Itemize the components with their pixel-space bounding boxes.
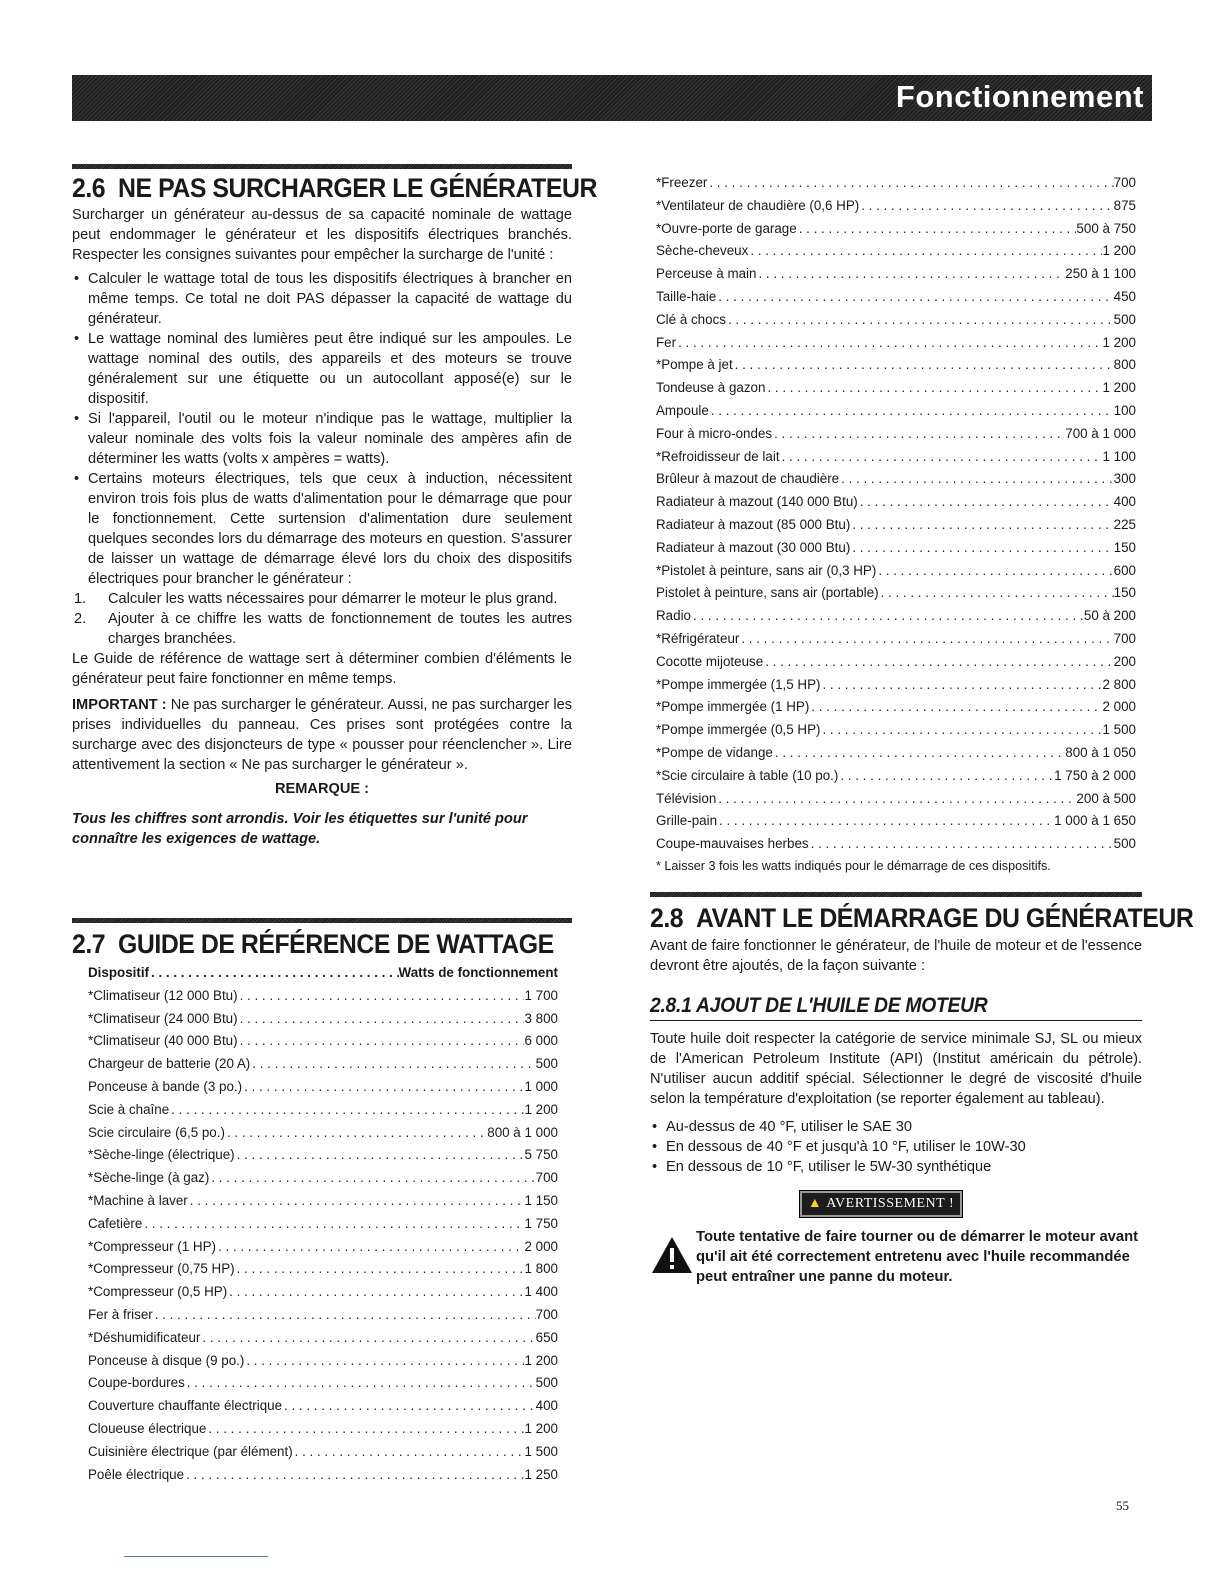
leader-dots xyxy=(739,628,1113,651)
device-name: *Compresseur (0,75 HP) xyxy=(88,1261,235,1277)
table-header xyxy=(88,962,558,985)
table-row xyxy=(656,263,1136,286)
leader-dots xyxy=(216,1236,524,1259)
device-name: Radio xyxy=(656,608,691,624)
device-name: Pistolet à peinture, sans air (portable) xyxy=(656,585,879,601)
leader-dots xyxy=(716,286,1113,309)
device-name: Télévision xyxy=(656,790,717,806)
watts-value: 1 800 xyxy=(524,1261,558,1277)
table-row xyxy=(88,1464,558,1487)
list-item: • Le wattage nominal des lumières peut être indiqué sur les ampoules. Le wattage nominal des outils, des appareils et des moteurs se trouve généralement sur une étiquette ou un autocollant apposé(e) sur le dispositif. xyxy=(72,329,572,409)
leader-dots xyxy=(876,560,1113,583)
section-heading xyxy=(72,173,597,204)
section-title: NE PAS SURCHARGER LE GÉNÉRATEUR xyxy=(118,173,597,203)
watts-value: 400 xyxy=(535,1398,558,1414)
leader-dots xyxy=(850,514,1113,537)
watts-value: 700 xyxy=(1113,630,1136,646)
page-number: 55 xyxy=(1116,1498,1129,1513)
watts-value: 500 xyxy=(535,1056,558,1072)
watts-value: 1 200 xyxy=(524,1352,558,1368)
list-item: • En dessous de 40 °F et jusqu'à 10 °F, utiliser le 10W-30 xyxy=(650,1137,1142,1157)
subsection-title: 2.8.1 AJOUT DE L'HUILE DE MOTEUR xyxy=(650,994,988,1017)
device-name: *Climatiseur (24 000 Btu) xyxy=(88,1010,238,1026)
table-row xyxy=(88,1076,558,1099)
device-name: *Déshumidificateur xyxy=(88,1329,201,1345)
leader-dots xyxy=(716,788,1076,811)
table-row xyxy=(88,1372,558,1395)
table-row xyxy=(656,605,1136,628)
watts-value: 1 200 xyxy=(1102,334,1136,350)
warning-badge xyxy=(800,1191,962,1217)
watts-value: 1 750 à 2 000 xyxy=(1054,767,1136,783)
leader-dots xyxy=(839,468,1114,491)
leader-dots xyxy=(242,1076,524,1099)
watts-value: 2 000 xyxy=(1102,699,1136,715)
table-row xyxy=(656,195,1136,218)
device-name: Couverture chauffante électrique xyxy=(88,1398,283,1414)
important-paragraph xyxy=(72,695,572,775)
device-name: Fer xyxy=(656,334,677,350)
watts-value: 150 xyxy=(1113,585,1136,601)
step-text: Calculer les watts nécessaires pour démarrer le moteur le plus grand. xyxy=(108,591,558,607)
table-row xyxy=(656,309,1136,332)
footnote: * Laisser 3 fois les watts indiqués pour le démarrage de ces dispositifs. xyxy=(656,859,1051,873)
leader-dots xyxy=(726,309,1114,332)
step-number: 1. xyxy=(74,591,87,607)
watts-value: 500 xyxy=(1113,836,1136,852)
watts-value: 1 200 xyxy=(524,1101,558,1117)
leader-dots xyxy=(858,491,1114,514)
watts-value: 1 500 xyxy=(1102,722,1136,738)
table-row xyxy=(88,1350,558,1373)
leader-dots xyxy=(676,332,1102,355)
step-number: 2. xyxy=(74,611,87,627)
watts-value: 150 xyxy=(1113,539,1136,555)
header-device: Dispositif xyxy=(88,965,150,980)
table-row xyxy=(88,1008,558,1031)
wattage-table-left xyxy=(88,962,558,1486)
leader-dots xyxy=(235,1144,525,1167)
section-number: 2.7 xyxy=(72,929,106,959)
header-banner xyxy=(72,75,1152,121)
device-name: Fer à friser xyxy=(88,1306,153,1322)
watts-value: 1 400 xyxy=(524,1284,558,1300)
device-name: *Pompe immergée (1 HP) xyxy=(656,699,810,715)
watts-value: 1 000 xyxy=(524,1078,558,1094)
watts-value: 1 250 xyxy=(524,1466,558,1482)
section-heading xyxy=(650,903,1194,934)
step-text: Ajouter à ce chiffre les watts de fonctionnement de toutes les autres charges branchées. xyxy=(108,611,572,647)
watts-value: 700 xyxy=(535,1306,558,1322)
watts-value: 1 200 xyxy=(1102,243,1136,259)
table-row xyxy=(88,1167,558,1190)
leader-dots xyxy=(142,1213,524,1236)
leader-dots xyxy=(235,1258,525,1281)
table-row xyxy=(88,1327,558,1350)
device-name: *Machine à laver xyxy=(88,1192,188,1208)
watts-value: 1 100 xyxy=(1102,448,1136,464)
device-name: *Ouvre-porte de garage xyxy=(656,220,797,236)
watts-value: 500 xyxy=(1113,311,1136,327)
table-row xyxy=(656,468,1136,491)
device-name: Radiateur à mazout (30 000 Btu) xyxy=(656,539,851,555)
watts-value: 400 xyxy=(1113,494,1136,510)
watts-value: 200 xyxy=(1113,653,1136,669)
section-2-7 xyxy=(72,918,572,1486)
device-name: *Ventilateur de chaudière (0,6 HP) xyxy=(656,197,860,213)
section-intro: Avant de faire fonctionner le générateur, de l'huile de moteur et de l'essence devront être ajoutés, de la façon suivante : xyxy=(650,938,1142,974)
table-row xyxy=(656,674,1136,697)
device-name: Ponceuse à disque (9 po.) xyxy=(88,1352,245,1368)
leader-dots xyxy=(859,195,1113,218)
watts-value: 50 à 200 xyxy=(1083,608,1136,624)
table-row xyxy=(88,1395,558,1418)
watts-value: 6 000 xyxy=(524,1033,558,1049)
table-row xyxy=(656,491,1136,514)
watts-value: 300 xyxy=(1113,471,1136,487)
warning-triangle-icon: ▲ xyxy=(807,1196,823,1211)
device-name: *Compresseur (1 HP) xyxy=(88,1238,216,1254)
remarque-label: REMARQUE : xyxy=(274,781,370,797)
warning-block xyxy=(650,1227,1142,1287)
section-2-6 xyxy=(72,164,597,849)
section-2-8 xyxy=(650,892,1194,1287)
watts-value: 225 xyxy=(1113,516,1136,532)
table-row xyxy=(88,1213,558,1236)
section-rule xyxy=(72,164,572,169)
list-item: • Au-dessus de 40 °F, utiliser le SAE 30 xyxy=(650,1117,1142,1137)
leader-dots xyxy=(707,172,1113,195)
leader-dots xyxy=(282,1395,536,1418)
leader-dots xyxy=(169,1099,524,1122)
watts-value: 200 à 500 xyxy=(1076,790,1136,806)
table-row xyxy=(88,1304,558,1327)
table-row xyxy=(656,628,1136,651)
watts-value: 1 500 xyxy=(524,1443,558,1459)
section-title: AVANT LE DÉMARRAGE DU GÉNÉRATEUR xyxy=(696,903,1194,933)
watts-value: 100 xyxy=(1113,402,1136,418)
remarque-text: Tous les chiffres sont arrondis. Voir les étiquettes sur l'unité pour connaître les exigences de wattage. xyxy=(72,811,528,847)
watts-value: 1 150 xyxy=(524,1192,558,1208)
device-name: *Sèche-linge (électrique) xyxy=(88,1147,235,1163)
table-row xyxy=(656,696,1136,719)
watts-value: 250 à 1 100 xyxy=(1065,266,1136,282)
table-row xyxy=(656,514,1136,537)
device-name: *Pistolet à peinture, sans air (0,3 HP) xyxy=(656,562,877,578)
table-row xyxy=(88,1053,558,1076)
leader-dots xyxy=(773,742,1065,765)
leader-dots xyxy=(238,1030,525,1053)
watts-value: 650 xyxy=(535,1329,558,1345)
device-name: Cafetière xyxy=(88,1215,143,1231)
device-name: Ponceuse à bande (3 po.) xyxy=(88,1078,243,1094)
leader-dots xyxy=(238,985,525,1008)
leader-dots xyxy=(206,1418,524,1441)
header-watts: Watts de fonctionnement xyxy=(398,965,558,980)
device-name: Taille-haie xyxy=(656,288,717,304)
table-row xyxy=(656,332,1136,355)
table-row xyxy=(88,1144,558,1167)
device-name: Perceuse à main xyxy=(656,266,757,282)
leader-dots xyxy=(772,423,1065,446)
important-text: Ne pas surcharger le générateur. Aussi, ne pas surcharger les prises individuelles du panneau. Ces prises sont protégées contre la surcharge avec des disjoncteurs de type « pousser pour réenclencher ». Lire attentivement la section « Ne pas surcharger le générateur ». xyxy=(72,697,572,773)
leader-dots xyxy=(188,1190,525,1213)
subsection-intro: Toute huile doit respecter la catégorie de service minimale SJ, SL ou mieux de l'American Petroleum Institute (API) (Institut américain du pétrole). N'utiliser aucun additif spécial. Sélectionner le degré de viscosité d'huile selon la température d'exploitation (se reporter également au tableau). xyxy=(650,1031,1142,1107)
watts-value: 1 200 xyxy=(1102,380,1136,396)
table-row xyxy=(656,833,1136,856)
device-name: *Pompe à jet xyxy=(656,357,733,373)
section-intro: Surcharger un générateur au-dessus de sa capacité nominale de wattage peut endommager le générateur et les dispositifs électriques branchés. Respecter les consignes suivantes pour empêcher la surcharge de l'unité : xyxy=(72,207,572,263)
leader-dots xyxy=(709,400,1114,423)
list-item: • Si l'appareil, l'outil ou le moteur n'indique pas le wattage, multiplier la valeur nominale des volts fois la valeur nominale des ampères afin de déterminer les watts (volts x ampères = watts). xyxy=(72,409,572,469)
device-name: Cocotte mijoteuse xyxy=(656,653,764,669)
section-title: GUIDE DE RÉFÉRENCE DE WATTAGE xyxy=(118,929,554,959)
device-name: Radiateur à mazout (140 000 Btu) xyxy=(656,494,858,510)
footer-rule xyxy=(124,1556,268,1557)
table-row xyxy=(88,1258,558,1281)
banner-title: Fonctionnement xyxy=(895,79,1144,114)
watts-value: 500 à 750 xyxy=(1076,220,1136,236)
important-label: IMPORTANT : xyxy=(72,697,167,713)
device-name: Radiateur à mazout (85 000 Btu) xyxy=(656,516,851,532)
watts-value: 2 000 xyxy=(524,1238,558,1254)
device-name: *Climatiseur (40 000 Btu) xyxy=(88,1033,238,1049)
table-row xyxy=(656,400,1136,423)
table-row xyxy=(656,240,1136,263)
table-row xyxy=(656,560,1136,583)
warning-triangle-icon xyxy=(650,1235,694,1275)
section-number: 2.8 xyxy=(650,903,684,933)
watts-value: 700 xyxy=(535,1170,558,1186)
leader-dots xyxy=(717,810,1054,833)
table-row xyxy=(88,1418,558,1441)
section-heading xyxy=(72,929,554,960)
table-row xyxy=(656,446,1136,469)
leader-dots xyxy=(763,651,1113,674)
device-name: Coupe-mauvaises herbes xyxy=(656,836,809,852)
watts-value: 700 xyxy=(1113,175,1136,190)
leader-dots xyxy=(838,765,1054,788)
table-row xyxy=(656,810,1136,833)
device-name: *Pompe immergée (0,5 HP) xyxy=(656,722,821,738)
device-name: Ampoule xyxy=(656,402,709,418)
device-name: Sèche-cheveux xyxy=(656,243,749,259)
watts-value: 800 à 1 050 xyxy=(1065,744,1136,760)
watts-value: 600 xyxy=(1113,562,1136,578)
leader-dots xyxy=(809,833,1114,856)
device-name: *Freezer xyxy=(656,175,708,190)
watts-value: 875 xyxy=(1113,197,1136,213)
bullet-list xyxy=(650,1117,1142,1177)
leader-dots xyxy=(756,263,1065,286)
leader-dots xyxy=(820,719,1102,742)
watts-value: 2 800 xyxy=(1102,676,1136,692)
leader-dots xyxy=(185,1372,536,1395)
device-name: Brûleur à mazout de chaudière xyxy=(656,471,840,487)
leader-dots xyxy=(748,240,1102,263)
device-name: Coupe-bordures xyxy=(88,1375,185,1391)
device-name: *Pompe immergée (1,5 HP) xyxy=(656,676,821,692)
section-rule xyxy=(72,918,572,923)
watts-value: 3 800 xyxy=(524,1010,558,1026)
device-name: *Scie circulaire à table (10 po.) xyxy=(656,767,839,783)
device-name: *Refroidisseur de lait xyxy=(656,448,780,464)
table-row xyxy=(656,354,1136,377)
leader-dots xyxy=(153,1304,536,1327)
leader-dots xyxy=(809,696,1102,719)
device-name: Chargeur de batterie (20 A) xyxy=(88,1056,251,1072)
table-row xyxy=(656,377,1136,400)
device-name: Grille-pain xyxy=(656,813,718,829)
leader-dots xyxy=(765,377,1102,400)
table-row xyxy=(656,742,1136,765)
watts-value: 5 750 xyxy=(524,1147,558,1163)
leader-dots xyxy=(238,1008,525,1031)
leader-dots xyxy=(200,1327,535,1350)
table-row xyxy=(656,788,1136,811)
section-rule xyxy=(650,892,1142,897)
table-row xyxy=(656,286,1136,309)
watts-value: 1 200 xyxy=(524,1420,558,1436)
device-name: Four à micro-ondes xyxy=(656,425,773,441)
watts-value: 500 xyxy=(535,1375,558,1391)
leader-dots xyxy=(691,605,1084,628)
warning-badge-label: AVERTISSEMENT ! xyxy=(826,1196,955,1211)
leader-dots xyxy=(225,1122,487,1145)
warning-badge-wrap xyxy=(650,1191,1142,1217)
guide-paragraph: Le Guide de référence de wattage sert à déterminer combien d'éléments le générateur peut faire fonctionner en même temps. xyxy=(72,651,572,687)
table-row xyxy=(88,1190,558,1213)
device-name: *Sèche-linge (à gaz) xyxy=(88,1170,210,1186)
watts-value: 700 à 1 000 xyxy=(1065,425,1136,441)
table-row xyxy=(88,1122,558,1145)
leader-dots xyxy=(797,218,1077,241)
table-row xyxy=(656,537,1136,560)
device-name: *Pompe de vidange xyxy=(656,744,773,760)
table-row xyxy=(656,218,1136,241)
section-number: 2.6 xyxy=(72,173,106,203)
list-item: • En dessous de 10 °F, utiliser le 5W-30 synthétique xyxy=(650,1157,1142,1177)
table-row xyxy=(88,1281,558,1304)
device-name: Cloueuse électrique xyxy=(88,1420,207,1436)
device-name: *Compresseur (0,5 HP) xyxy=(88,1284,228,1300)
leader-dots xyxy=(209,1167,535,1190)
leader-dots xyxy=(879,582,1114,605)
warning-text: Toute tentative de faire tourner ou de démarrer le moteur avant qu'il ait été correctement entretenu avec l'huile recommandée peut entraîner une panne du moteur. xyxy=(696,1229,1139,1285)
list-item xyxy=(72,609,572,649)
watts-value: 450 xyxy=(1113,288,1136,304)
device-name: Poêle électrique xyxy=(88,1466,185,1482)
watts-value: 1 000 à 1 650 xyxy=(1054,813,1136,829)
bullet-list xyxy=(72,269,572,589)
watts-value: 1 750 xyxy=(524,1215,558,1231)
table-row xyxy=(88,1236,558,1259)
device-name: Tondeuse à gazon xyxy=(656,380,766,396)
device-name: Cuisinière électrique (par élément) xyxy=(88,1443,293,1459)
table-row xyxy=(656,423,1136,446)
leader-dots xyxy=(733,354,1114,377)
device-name: Scie à chaîne xyxy=(88,1101,170,1117)
table-row xyxy=(656,172,1136,195)
leader-dots xyxy=(820,674,1102,697)
leader-dots xyxy=(244,1350,524,1373)
leader-dots xyxy=(184,1464,524,1487)
watts-value: 800 xyxy=(1113,357,1136,373)
leader-dots xyxy=(780,446,1103,469)
watts-value: 1 700 xyxy=(524,987,558,1003)
device-name: Clé à chocs xyxy=(656,311,726,327)
device-name: *Climatiseur (12 000 Btu) xyxy=(88,987,238,1003)
numbered-list xyxy=(72,589,572,649)
leader-dots xyxy=(293,1441,525,1464)
table-row xyxy=(88,1441,558,1464)
table-row xyxy=(88,1099,558,1122)
device-name: *Réfrigérateur xyxy=(656,630,740,646)
table-row xyxy=(656,765,1136,788)
table-row xyxy=(88,985,558,1008)
leader-dots xyxy=(227,1281,524,1304)
list-item: • Certains moteurs électriques, tels que ceux à induction, nécessitent environ trois fois plus de watts d'alimentation pour le démarrage que pour le fonctionnement. Cette surtension d'alimentation dure seulement quelques secondes lors du démarrage des moteurs en question. S'assurer de laisser un wattage de démarrage élevé lors du choix des dispositifs électriques pour brancher le générateur : xyxy=(72,469,572,589)
leader-dots xyxy=(250,1053,535,1076)
table-row xyxy=(656,719,1136,742)
device-name: Scie circulaire (6,5 po.) xyxy=(88,1124,225,1140)
list-item: • Calculer le wattage total de tous les dispositifs électriques à brancher en même temps. Ce total ne doit PAS dépasser la capacité de wattage du générateur. xyxy=(72,269,572,329)
watts-value: 800 à 1 000 xyxy=(487,1124,558,1140)
subsection-rule xyxy=(650,1020,1142,1021)
wattage-table-right xyxy=(656,172,1136,856)
table-row xyxy=(656,582,1136,605)
leader-dots xyxy=(149,962,399,985)
leader-dots xyxy=(850,537,1113,560)
table-row xyxy=(656,651,1136,674)
list-item xyxy=(72,589,572,609)
table-row xyxy=(88,1030,558,1053)
